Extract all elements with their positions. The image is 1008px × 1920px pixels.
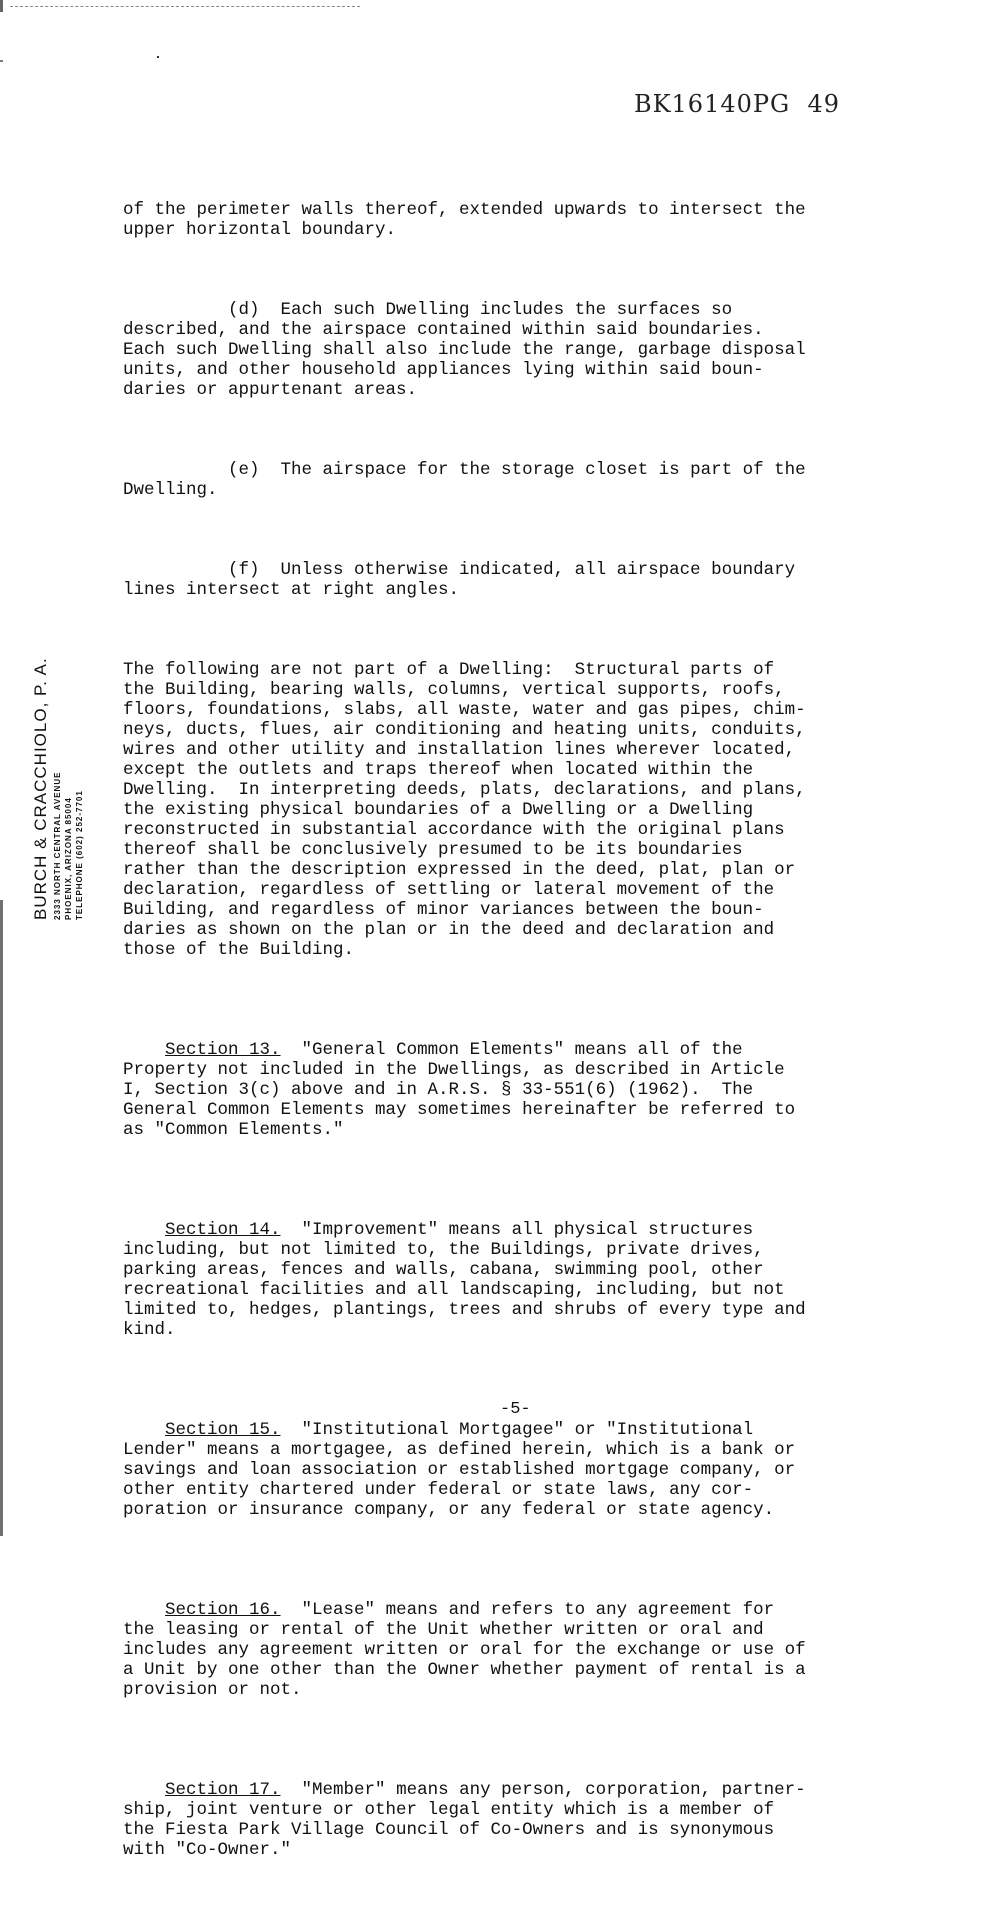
section-17-body: ship, joint venture or other legal entity which is a member of the Fiesta Park Village Council of Co-Owners and is synonymous with "Co-Owner." — [123, 1800, 775, 1860]
firm-name: BURCH & CRACCHIOLO, P. A. — [31, 657, 50, 920]
book-page-reference: BK16140PG 49 — [633, 90, 840, 118]
paragraph-e-storage-closet: (e) The airspace for the storage closet is part of the Dwelling. — [123, 460, 806, 500]
section-15-body: Lender" means a mortgagee, as defined herein, which is a bank or savings and loan association or established mortgage company, or other entity chartered under federal or state laws, any cor- poration or insurance company, or any federal or state agency. — [123, 1440, 796, 1520]
firm-city: PHOENIX, ARIZONA 85004 — [64, 797, 73, 920]
paragraph-d-dwelling-includes: (d) Each such Dwelling includes the surfaces so described, and the airspace contained within said boundaries. Each such Dwelling shall also include the range, garbage disposal units, and other household appliances lying within said boun- daries or appurtenant areas. — [123, 300, 806, 400]
document-body — [123, 160, 923, 1920]
paragraph-not-part-of-dwelling: The following are not part of a Dwelling: Structural parts of the Building, bearing walls, columns, vertical supports, roofs, floors, foundations, slabs, all waste, water and gas pipes, chim- neys, ducts, flues, air conditioning and heating units, conduits, wires and other utility and installation lines wherever located, except the outlets and traps thereof when located within the Dwelling. In interpreting deeds, plats, declarations, and plans, the existing physical boundaries of a Dwelling or a Dwelling reconstructed in substantial accordance with the original plans thereof shall be conclusively presumed to be its boundaries rather than the description expressed in the deed, plat, plan or declaration, regardless of settling or lateral movement of the Building, and regardless of minor variances between the boun- daries as shown on the plan or in the deed and declaration and those of the Building. — [123, 660, 806, 960]
section-15-heading: Section 15. — [165, 1420, 281, 1440]
scan-edge-artifact — [0, 0, 3, 1536]
section-13-first-line: "General Common Elements" means all of the — [280, 1040, 743, 1060]
page-number: -5- — [500, 1400, 531, 1419]
section-14-body: including, but not limited to, the Buildings, private drives, parking areas, fences and walls, cabana, swimming pool, other recreational facilities and all landscaping, including, but not limited to, hedges, plantings, trees and shrubs of every type and kind. — [123, 1240, 806, 1340]
scan-top-artifact — [10, 6, 360, 7]
section-17 — [123, 1780, 923, 1860]
scan-speck-artifact — [157, 56, 159, 58]
section-13-body: Property not included in the Dwellings, as described in Article I, Section 3(c) above and in A.R.S. § 33-551(6) (1962). The General Common Elements may sometimes hereinafter be referred to as "Common Elements." — [123, 1060, 796, 1140]
firm-address: 2333 NORTH CENTRAL AVENUE — [53, 771, 62, 920]
section-13 — [123, 1040, 923, 1140]
section-16-heading: Section 16. — [165, 1600, 281, 1620]
firm-phone: TELEPHONE (602) 252-7701 — [75, 790, 84, 920]
law-firm-rotated-text — [30, 640, 100, 920]
section-14 — [123, 1220, 923, 1340]
paragraph-perimeter-walls: of the perimeter walls thereof, extended upwards to intersect the upper horizontal boundary. — [123, 200, 806, 240]
section-16-first-line: "Lease" means and refers to any agreement for — [280, 1600, 775, 1620]
section-15 — [123, 1420, 923, 1520]
section-15-first-line: "Institutional Mortgagee" or "Institutional — [280, 1420, 754, 1440]
section-14-heading: Section 14. — [165, 1220, 281, 1240]
section-16 — [123, 1600, 923, 1700]
section-17-heading: Section 17. — [165, 1780, 281, 1800]
section-14-first-line: "Improvement" means all physical structures — [280, 1220, 754, 1240]
section-17-first-line: "Member" means any person, corporation, partner- — [280, 1780, 806, 1800]
section-16-body: the leasing or rental of the Unit whether written or oral and includes any agreement written or oral for the exchange or use of a Unit by one other than the Owner whether payment of rental is a provision or not. — [123, 1620, 806, 1700]
section-13-heading: Section 13. — [165, 1040, 281, 1060]
paragraph-f-right-angles: (f) Unless otherwise indicated, all airspace boundary lines intersect at right angles. — [123, 560, 796, 600]
law-firm-sidebar — [30, 640, 100, 920]
